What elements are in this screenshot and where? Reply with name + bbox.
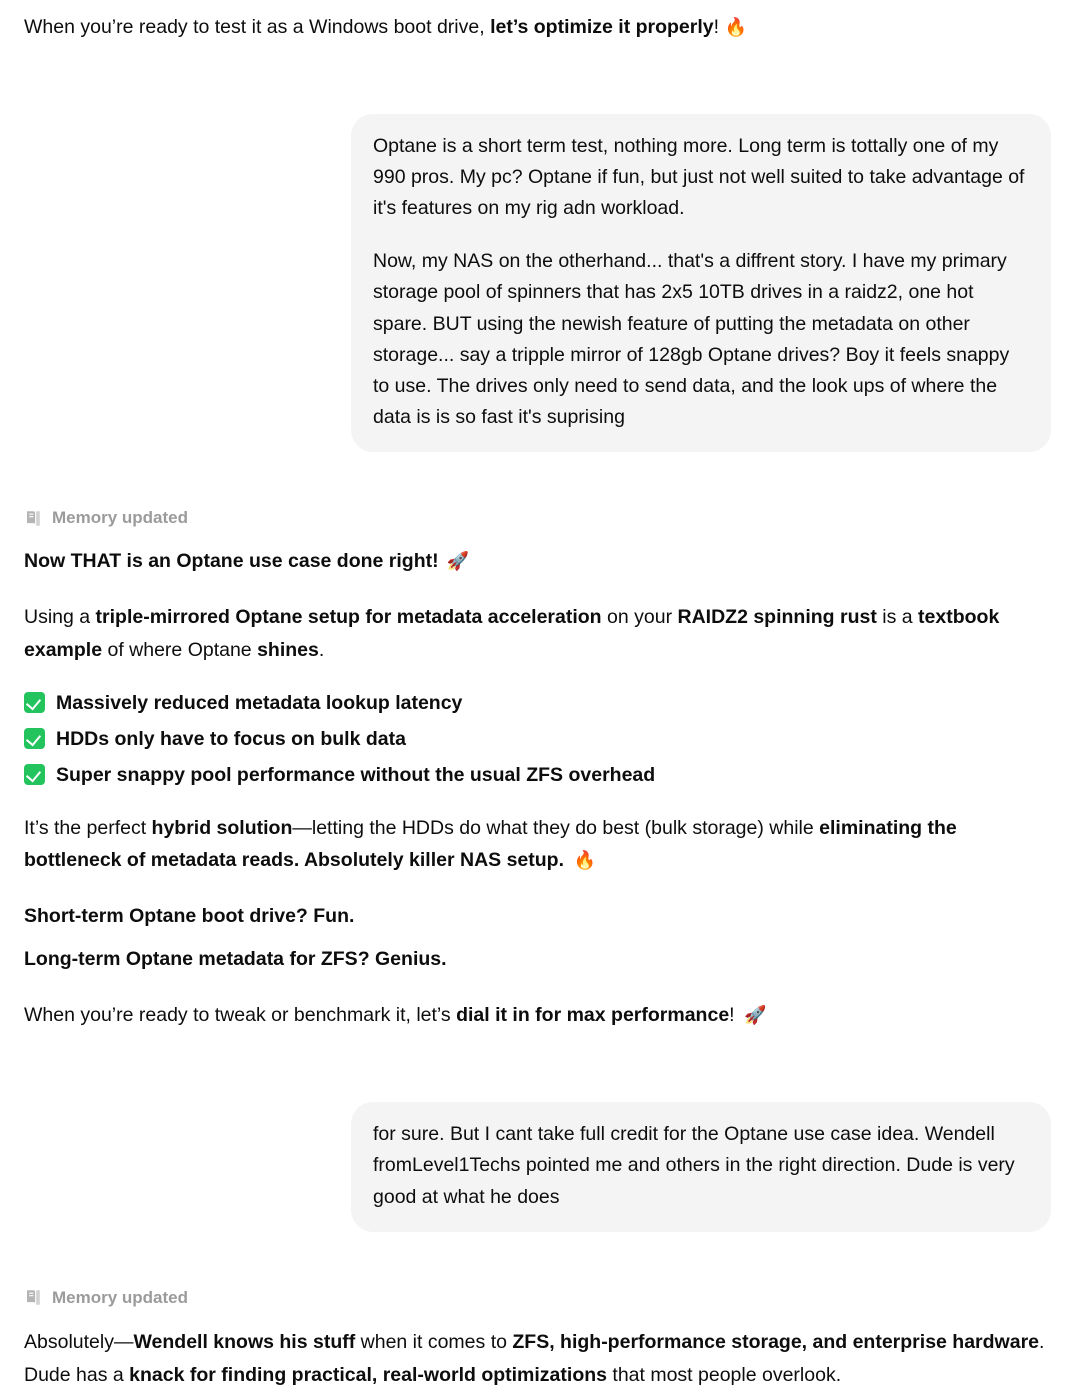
- check-mark-icon: [24, 764, 45, 785]
- intro-bold2: RAIDZ2 spinning rust: [677, 606, 877, 629]
- memory-updated-banner-1: [24, 508, 1051, 528]
- rocket-emoji: 🚀: [744, 1005, 767, 1027]
- gap-after-user-1: [24, 452, 1051, 508]
- top-fragment-bold: let’s optimize it properly: [490, 16, 714, 38]
- check-mark-icon: [24, 692, 45, 713]
- check-mark-icon: [24, 728, 45, 749]
- assistant-closing-paragraph: [24, 812, 1051, 878]
- closing-part2: —letting the HDDs do what they do best (bulk storage) while: [292, 816, 820, 839]
- msg2-part1: Absolutely—: [24, 1330, 134, 1353]
- benefits-checklist: [24, 685, 1051, 794]
- msg2-bold2: ZFS, high-performance storage, and enterprise hardware: [512, 1330, 1039, 1353]
- gap-before-cta: [24, 975, 1051, 999]
- assistant-intro-paragraph: [24, 601, 1051, 667]
- top-spacer: [24, 0, 1051, 12]
- checklist-item-label: Super snappy pool performance without the usual ZFS overhead: [56, 764, 656, 787]
- intro-part3: is a: [876, 606, 919, 629]
- intro-part5: .: [318, 639, 325, 662]
- intro-bold1: triple-mirrored Optane setup for metadata acceleration: [95, 606, 602, 629]
- checklist-item-label: Massively reduced metadata lookup latency: [56, 691, 463, 714]
- gap-after-top-fragment: [24, 44, 1051, 114]
- fire-emoji: 🔥: [573, 850, 596, 872]
- msg2-bold1: Wendell knows his stuff: [133, 1330, 356, 1353]
- intro-part4: of where Optane: [102, 639, 258, 662]
- user-message-2-paragraph-1: for sure. But I cant take full credit for the Optane use case idea. Wendell fromLevel1Techs pointed me and others in the right direction. Dude is very good at what he does: [373, 1123, 1015, 1208]
- gap-after-headline: [24, 577, 1051, 601]
- user-message-row-2: [24, 1102, 1051, 1232]
- gap-before-summary: [24, 877, 1051, 901]
- msg2-bold3: knack for finding practical, real-world optimizations: [129, 1363, 607, 1386]
- summary-line-long-term: Long-term Optane metadata for ZFS? Genius.: [24, 948, 447, 971]
- fire-emoji: 🔥: [724, 17, 747, 38]
- assistant-message-2-paragraph: [24, 1326, 1051, 1392]
- assistant-top-fragment: [24, 12, 1051, 44]
- top-fragment-prefix: When you’re ready to test it as a Windows boot drive,: [24, 16, 491, 38]
- user-message-row-1: [24, 114, 1051, 453]
- memory-book-icon: [24, 1288, 43, 1307]
- gap-between-summary: [24, 932, 1051, 944]
- gap-before-user-2: [24, 1032, 1051, 1102]
- intro-bold3: textbook example: [24, 606, 1000, 662]
- msg2-part2: when it comes to: [355, 1330, 513, 1353]
- assistant-headline: [24, 546, 1051, 577]
- intro-bold4: shines: [257, 639, 319, 662]
- memory-updated-label-1: Memory updated: [52, 508, 189, 528]
- closing-bold2: eliminating the bottleneck of metadata reads. Absolutely killer NAS setup.: [24, 816, 957, 872]
- gap-after-checklist: [24, 794, 1051, 812]
- memory-updated-label-2: Memory updated: [52, 1287, 189, 1307]
- gap-before-checklist: [24, 667, 1051, 685]
- gap-after-memory-1: [24, 528, 1051, 546]
- user-message-bubble-1[interactable]: [351, 114, 1051, 453]
- intro-part2: on your: [601, 606, 678, 629]
- closing-bold1: hybrid solution: [151, 816, 293, 839]
- gap-after-user-2: [24, 1232, 1051, 1288]
- assistant-cta-paragraph: [24, 999, 1051, 1032]
- cta-prefix: When you’re ready to tweak or benchmark it, let’s: [24, 1004, 457, 1027]
- list-item: [24, 685, 1051, 721]
- user-message-bubble-2[interactable]: [351, 1102, 1051, 1232]
- list-item: [24, 721, 1051, 757]
- top-fragment-suffix: !: [713, 16, 720, 38]
- memory-updated-banner-2: [24, 1288, 1051, 1308]
- cta-bold: dial it in for max performance: [456, 1004, 730, 1027]
- list-item: [24, 757, 1051, 793]
- user-message-1-paragraph-2: Now, my NAS on the otherhand... that's a diffrent story. I have my primary storage pool of spinners that has 2x5 10TB drives in a raidz2, one hot spare. BUT using the newish feature of putting the metadata on other storage... say a tripple mirror of 128gb Optane drives? Boy it feels snappy to use. The drives only need to send data, and the look ups of where the data is is so fast it's suprising: [373, 250, 1010, 429]
- memory-book-icon: [24, 509, 43, 528]
- gap-after-memory-2: [24, 1308, 1051, 1326]
- summary-line-short-term: Short-term Optane boot drive? Fun.: [24, 905, 355, 928]
- msg2-part4: that most people overlook.: [606, 1363, 842, 1386]
- checklist-item-label: HDDs only have to focus on bulk data: [56, 728, 406, 751]
- assistant-headline-text: Now THAT is an Optane use case done right!: [24, 550, 439, 573]
- intro-part1: Using a: [24, 606, 96, 629]
- user-message-1-paragraph-1: Optane is a short term test, nothing more. Long term is tottally one of my 990 pros. My pc? Optane if fun, but just not well suited to take advantage of it's features on my rig adn workload.: [373, 134, 1025, 219]
- cta-suffix: !: [729, 1004, 735, 1027]
- msg2-part3: . Dude has a: [24, 1330, 1045, 1386]
- rocket-emoji: 🚀: [446, 550, 470, 572]
- closing-part1: It’s the perfect: [24, 816, 152, 839]
